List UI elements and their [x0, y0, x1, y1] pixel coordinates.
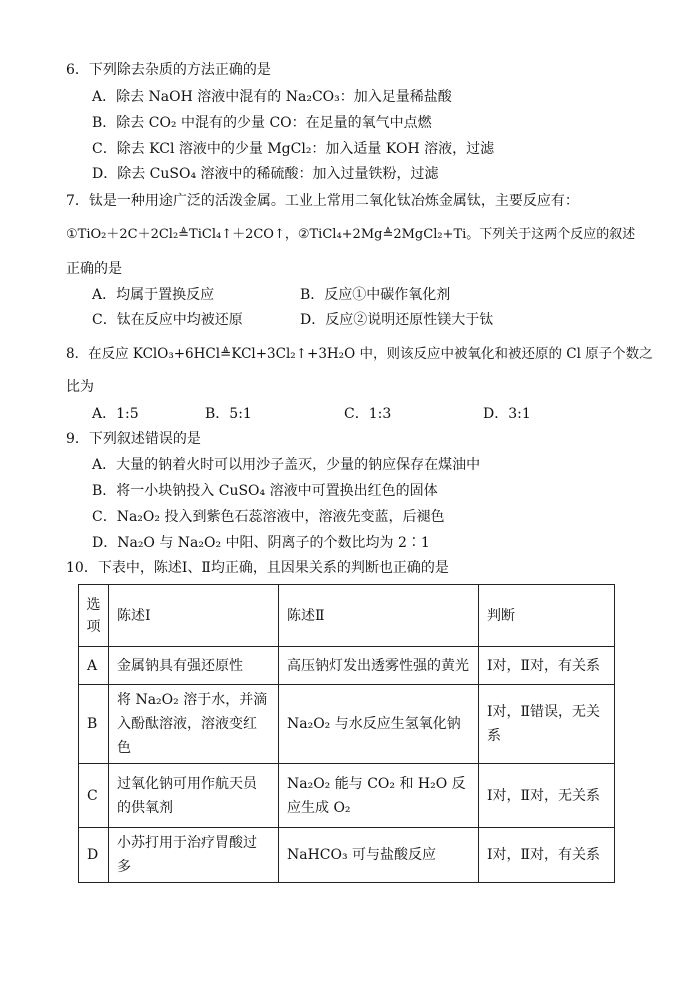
q8-option-c: C．1:3: [344, 406, 392, 422]
row-c-statement-2: Na₂O₂ 能与 CO₂ 和 H₂O 反应生成 O₂: [279, 764, 479, 828]
row-a-statement-2: 高压钠灯发出透雾性强的黄光: [279, 647, 479, 685]
q6-option-d: D．除去 CuSO₄ 溶液中的稀硫酸：加入过量铁粉，过滤: [92, 166, 439, 182]
q7-option-b: B．反应①中碳作氧化剂: [300, 287, 451, 303]
q9-option-a: A．大量的钠着火时可以用沙子盖灭，少量的钠应保存在煤油中: [92, 457, 481, 473]
row-c-statement-1: 过氧化钠可用作航天员的供氧剂: [109, 764, 279, 828]
q6-option-a: A．除去 NaOH 溶液中混有的 Na₂CO₃：加入足量稀盐酸: [92, 89, 452, 105]
row-b-statement-1: 将 Na₂O₂ 溶于水，并滴入酚酞溶液，溶液变红色: [109, 685, 279, 764]
q8-stem-cont: 比为: [66, 379, 94, 395]
q7-option-a: A．均属于置换反应: [92, 287, 215, 303]
q7-reactions: ①TiO₂＋2C＋2Cl₂≜TiCl₄↑＋2CO↑，②TiCl₄+2Mg≜2MgCl₂+Ti。下列关于这两个反应的叙述: [66, 227, 636, 242]
row-d-statement-1: 小苏打用于治疗胃酸过多: [109, 828, 279, 883]
q6-stem: 6．下列除去杂质的方法正确的是: [66, 62, 271, 78]
q8-option-d: D．3:1: [483, 406, 531, 422]
q6-option-c: C．除去 KCl 溶液中的少量 MgCl₂：加入适量 KOH 溶液，过滤: [92, 141, 495, 157]
row-b-judgement: Ⅰ对，Ⅱ错误，无关系: [479, 685, 615, 764]
q7-option-c: C．钛在反应中均被还原: [92, 312, 243, 328]
row-d-option: D: [79, 828, 109, 883]
row-b-option: B: [79, 685, 109, 764]
q8-stem: 8．在反应 KClO₃+6HCl≜KCl+3Cl₂↑+3H₂O 中，则该反应中被氧化和被还原的 Cl 原子个数之: [66, 346, 653, 362]
table-row: [79, 764, 615, 828]
q8-option-b: B．5:1: [205, 406, 252, 422]
header-statement-1: 陈述Ⅰ: [109, 585, 279, 647]
table-row: [79, 685, 615, 764]
table-row: [79, 647, 615, 685]
q6-option-b: B．除去 CO₂ 中混有的少量 CO：在足量的氧气中点燃: [92, 115, 432, 131]
header-option: 选项: [79, 585, 109, 647]
row-c-judgement: Ⅰ对，Ⅱ对，无关系: [479, 764, 615, 828]
row-a-option: A: [79, 647, 109, 685]
q9-option-c: C．Na₂O₂ 投入到紫色石蕊溶液中，溶液先变蓝，后褪色: [92, 509, 445, 525]
q10-table: [78, 584, 615, 883]
row-d-statement-2: NaHCO₃ 可与盐酸反应: [279, 828, 479, 883]
q9-option-b: B．将一小块钠投入 CuSO₄ 溶液中可置换出红色的固体: [92, 483, 438, 499]
q7-option-d: D．反应②说明还原性镁大于钛: [300, 312, 494, 328]
header-statement-2: 陈述Ⅱ: [279, 585, 479, 647]
row-b-statement-2: Na₂O₂ 与水反应生氢氧化钠: [279, 685, 479, 764]
q8-option-a: A．1:5: [92, 406, 139, 422]
q7-stem: 7．钛是一种用途广泛的活泼金属。工业上常用二氧化钛冶炼金属钛，主要反应有：: [66, 193, 579, 209]
table-row: [79, 828, 615, 883]
row-c-option: C: [79, 764, 109, 828]
q9-option-d: D．Na₂O 与 Na₂O₂ 中阳、阴离子的个数比均为 2∶1: [92, 535, 430, 551]
row-d-judgement: Ⅰ对，Ⅱ对，有关系: [479, 828, 615, 883]
q10-stem: 10．下表中，陈述Ⅰ、Ⅱ均正确，且因果关系的判断也正确的是: [66, 560, 449, 576]
row-a-judgement: Ⅰ对，Ⅱ对，有关系: [479, 647, 615, 685]
q9-stem: 9．下列叙述错误的是: [66, 431, 201, 447]
q7-stem-cont: 正确的是: [66, 261, 122, 277]
row-a-statement-1: 金属钠具有强还原性: [109, 647, 279, 685]
header-judgement: 判断: [479, 585, 615, 647]
table-header-row: [79, 585, 615, 647]
